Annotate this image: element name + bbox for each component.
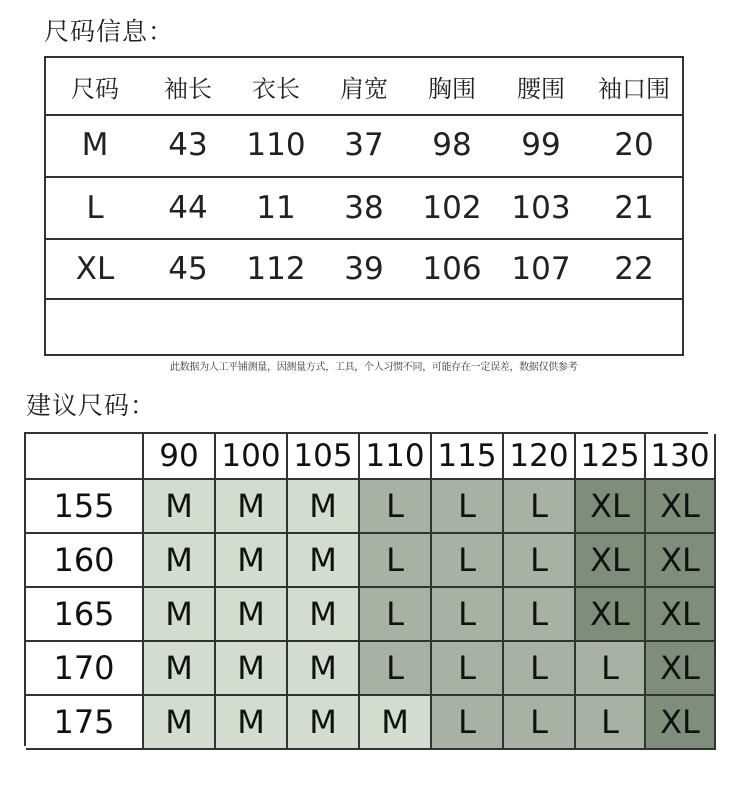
value-cell: 20	[614, 127, 654, 163]
height-cell: 155	[26, 480, 144, 534]
weight-cell: 115	[432, 434, 504, 480]
height-cell: 165	[26, 588, 144, 642]
height-cell: 175	[26, 696, 144, 750]
value-cell: 11	[256, 190, 296, 226]
corner-cell	[26, 434, 144, 480]
value-cell: 37	[344, 127, 384, 163]
size-recommend-cell: M	[216, 696, 288, 750]
size-recommend-cell: M	[216, 642, 288, 696]
size-recommend-cell: L	[504, 480, 576, 534]
measurement-note: 此数据为人工平铺测量，因测量方式，工具，个人习惯不同，可能存在一定误差，数据仅供参考	[170, 362, 578, 373]
value-cell: 22	[614, 251, 654, 287]
size-recommend-cell: M	[144, 588, 216, 642]
recommend-row	[26, 480, 716, 534]
size-row	[46, 178, 682, 240]
value-cell: 102	[422, 190, 482, 226]
value-cell: 112	[246, 251, 306, 287]
header-cell-size: 尺码	[71, 74, 119, 103]
size-info-header-row	[46, 58, 682, 116]
size-recommend-cell: L	[432, 642, 504, 696]
value-cell: 21	[614, 190, 654, 226]
size-cell: L	[86, 190, 104, 226]
size-recommend-cell: L	[504, 588, 576, 642]
header-cell-sleeve: 袖长	[164, 74, 212, 103]
size-recommend-cell: XL	[576, 534, 646, 588]
size-recommend-cell: M	[360, 696, 432, 750]
size-recommend-cell: L	[432, 480, 504, 534]
value-cell: 98	[432, 127, 472, 163]
height-cell: 160	[26, 534, 144, 588]
size-recommend-cell: L	[576, 696, 646, 750]
header-cell-shoulder: 肩宽	[340, 74, 388, 103]
size-recommend-cell: M	[288, 534, 360, 588]
size-recommend-cell: L	[360, 588, 432, 642]
height-cell: 170	[26, 642, 144, 696]
size-recommend-cell: L	[360, 480, 432, 534]
size-recommend-cell: L	[576, 642, 646, 696]
size-recommend-cell: M	[216, 534, 288, 588]
size-recommend-cell: M	[216, 480, 288, 534]
value-cell: 45	[168, 251, 208, 287]
size-info-table	[44, 56, 684, 356]
size-recommend-cell: L	[504, 696, 576, 750]
size-info-title: 尺码信息：	[44, 17, 175, 46]
size-recommend-cell: M	[288, 588, 360, 642]
size-recommend-cell: M	[144, 642, 216, 696]
size-recommend-cell: XL	[646, 588, 716, 642]
size-recommend-cell: M	[288, 642, 360, 696]
size-recommend-cell: XL	[646, 642, 716, 696]
size-recommend-cell: XL	[576, 588, 646, 642]
size-recommend-cell: L	[360, 642, 432, 696]
size-recommend-cell: M	[144, 480, 216, 534]
size-recommend-cell: XL	[576, 480, 646, 534]
size-row	[46, 240, 682, 300]
value-cell: 99	[521, 127, 561, 163]
value-cell: 38	[344, 190, 384, 226]
size-recommend-cell: XL	[646, 696, 716, 750]
size-recommend-cell: M	[288, 696, 360, 750]
header-cell-cuff: 袖口围	[598, 74, 670, 103]
weight-cell: 120	[504, 434, 576, 480]
value-cell: 43	[168, 127, 208, 163]
weight-cell: 105	[288, 434, 360, 480]
size-recommend-cell: L	[504, 642, 576, 696]
header-cell-chest: 胸围	[428, 74, 476, 103]
size-recommend-cell: XL	[646, 534, 716, 588]
weight-cell: 130	[646, 434, 716, 480]
weight-header-row	[26, 434, 716, 480]
value-cell: 110	[246, 127, 306, 163]
value-cell: 44	[168, 190, 208, 226]
size-recommend-cell: M	[216, 588, 288, 642]
size-row	[46, 114, 682, 178]
value-cell: 39	[344, 251, 384, 287]
recommend-row	[26, 534, 716, 588]
value-cell: 106	[422, 251, 482, 287]
size-cell: M	[81, 127, 109, 163]
size-recommend-cell: L	[432, 696, 504, 750]
size-recommend-cell: XL	[646, 480, 716, 534]
header-cell-length: 衣长	[252, 74, 300, 103]
size-recommend-cell: M	[144, 696, 216, 750]
size-recommend-cell: M	[144, 534, 216, 588]
weight-cell: 90	[144, 434, 216, 480]
weight-cell: 110	[360, 434, 432, 480]
size-recommend-cell: L	[504, 534, 576, 588]
value-cell: 103	[511, 190, 571, 226]
size-recommend-cell: M	[288, 480, 360, 534]
weight-cell: 125	[576, 434, 646, 480]
recommend-row	[26, 696, 716, 750]
size-recommend-cell: L	[432, 588, 504, 642]
size-cell: XL	[75, 251, 115, 287]
recommend-table	[24, 432, 708, 746]
recommend-row	[26, 588, 716, 642]
size-recommend-cell: L	[360, 534, 432, 588]
value-cell: 107	[511, 251, 571, 287]
weight-cell: 100	[216, 434, 288, 480]
recommend-row	[26, 642, 716, 696]
header-cell-waist: 腰围	[517, 74, 565, 103]
size-recommend-cell: L	[432, 534, 504, 588]
recommend-title: 建议尺码：	[26, 391, 157, 420]
